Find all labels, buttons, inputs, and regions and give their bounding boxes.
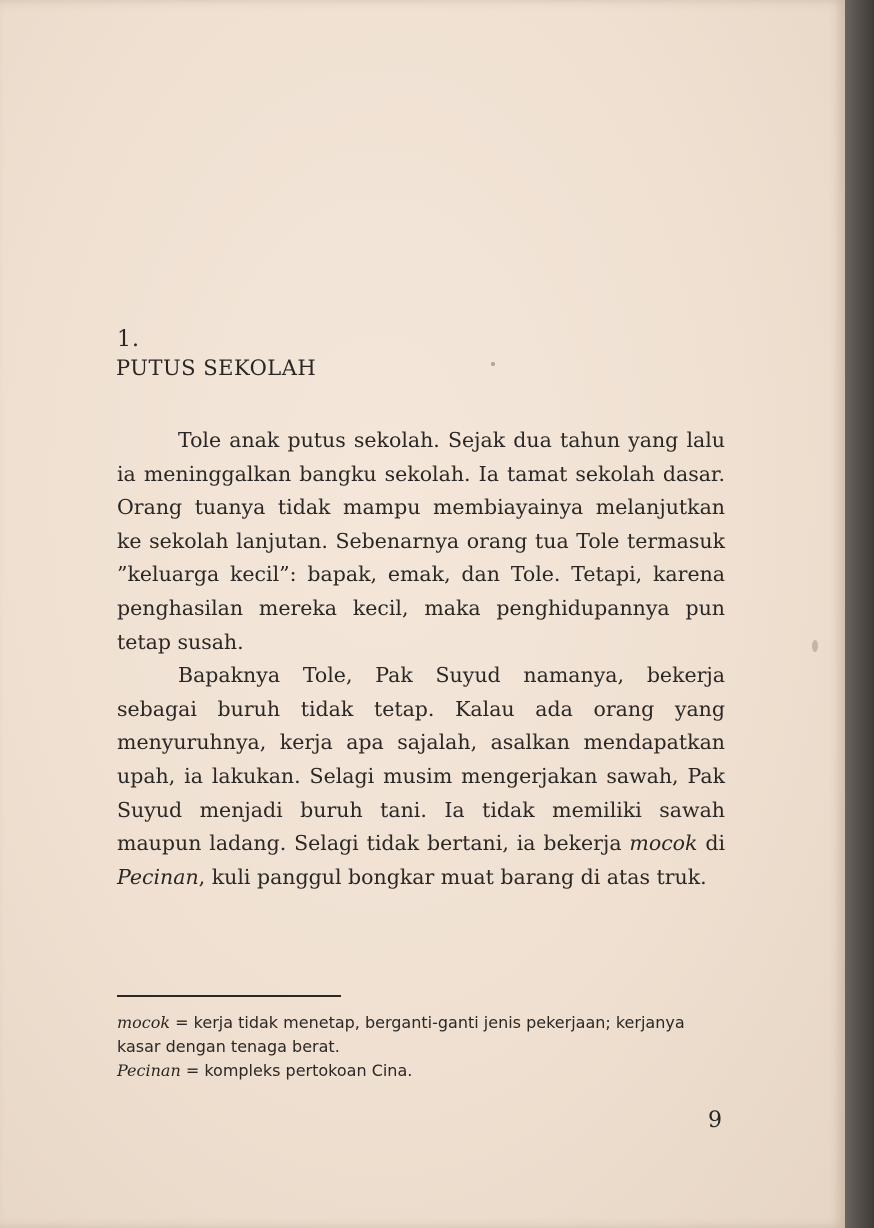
chapter-title: PUTUS SEKOLAH [116, 356, 317, 380]
footnote-mocok [117, 1011, 729, 1059]
footnotes [117, 1011, 729, 1083]
paragraph-2-text-c: , kuli panggul bongkar muat barang di atas truk. [198, 864, 707, 889]
page-edge [845, 0, 874, 1228]
footnote-term: mocok [117, 1013, 171, 1032]
term-mocok: mocok [629, 831, 698, 856]
chapter-body [117, 424, 725, 894]
footnote-term: Pecinan [117, 1061, 181, 1080]
term-pecinan: Pecinan [117, 864, 199, 889]
footnote-definition: = kompleks pertokoan Cina. [180, 1061, 413, 1080]
paper-speck [812, 640, 818, 652]
page-number: 9 [708, 1108, 722, 1133]
paragraph-2-text-b: di [697, 831, 726, 856]
paper-speck [491, 362, 495, 366]
chapter-number: 1. [117, 327, 140, 352]
footnote-pecinan [117, 1059, 729, 1083]
paragraph-1: Tole anak putus sekolah. Sejak dua tahun yang lalu ia meninggalkan bangku sekolah. Ia tamat sekolah dasar. Orang tuanya tidak mampu membiayainya melanjutkan ke sekolah lanjutan. Sebenarnya orang tua Tole termasuk ”keluarga kecil”: bapak, emak, dan Tole. Tetapi, karena penghasilan mereka kecil, maka penghidupannya pun tetap susah. [117, 428, 725, 654]
footnote-definition: = kerja tidak menetap, berganti-ganti jenis pekerjaan; kerjanya kasar dengan tenaga berat. [117, 1013, 685, 1056]
paragraph-2 [117, 659, 725, 894]
paragraph-2-text-a: Bapaknya Tole, Pak Suyud namanya, bekerja sebagai buruh tidak tetap. Kalau ada orang yang menyuruhnya, kerja apa sajalah, asalkan mendapatkan upah, ia lakukan. Selagi musim mengerjakan sawah, Pak Suyud menjadi buruh tani. Ia tidak memiliki sawah maupun ladang. Selagi tidak bertani, ia bekerja [117, 663, 725, 856]
footnote-divider [117, 995, 341, 997]
